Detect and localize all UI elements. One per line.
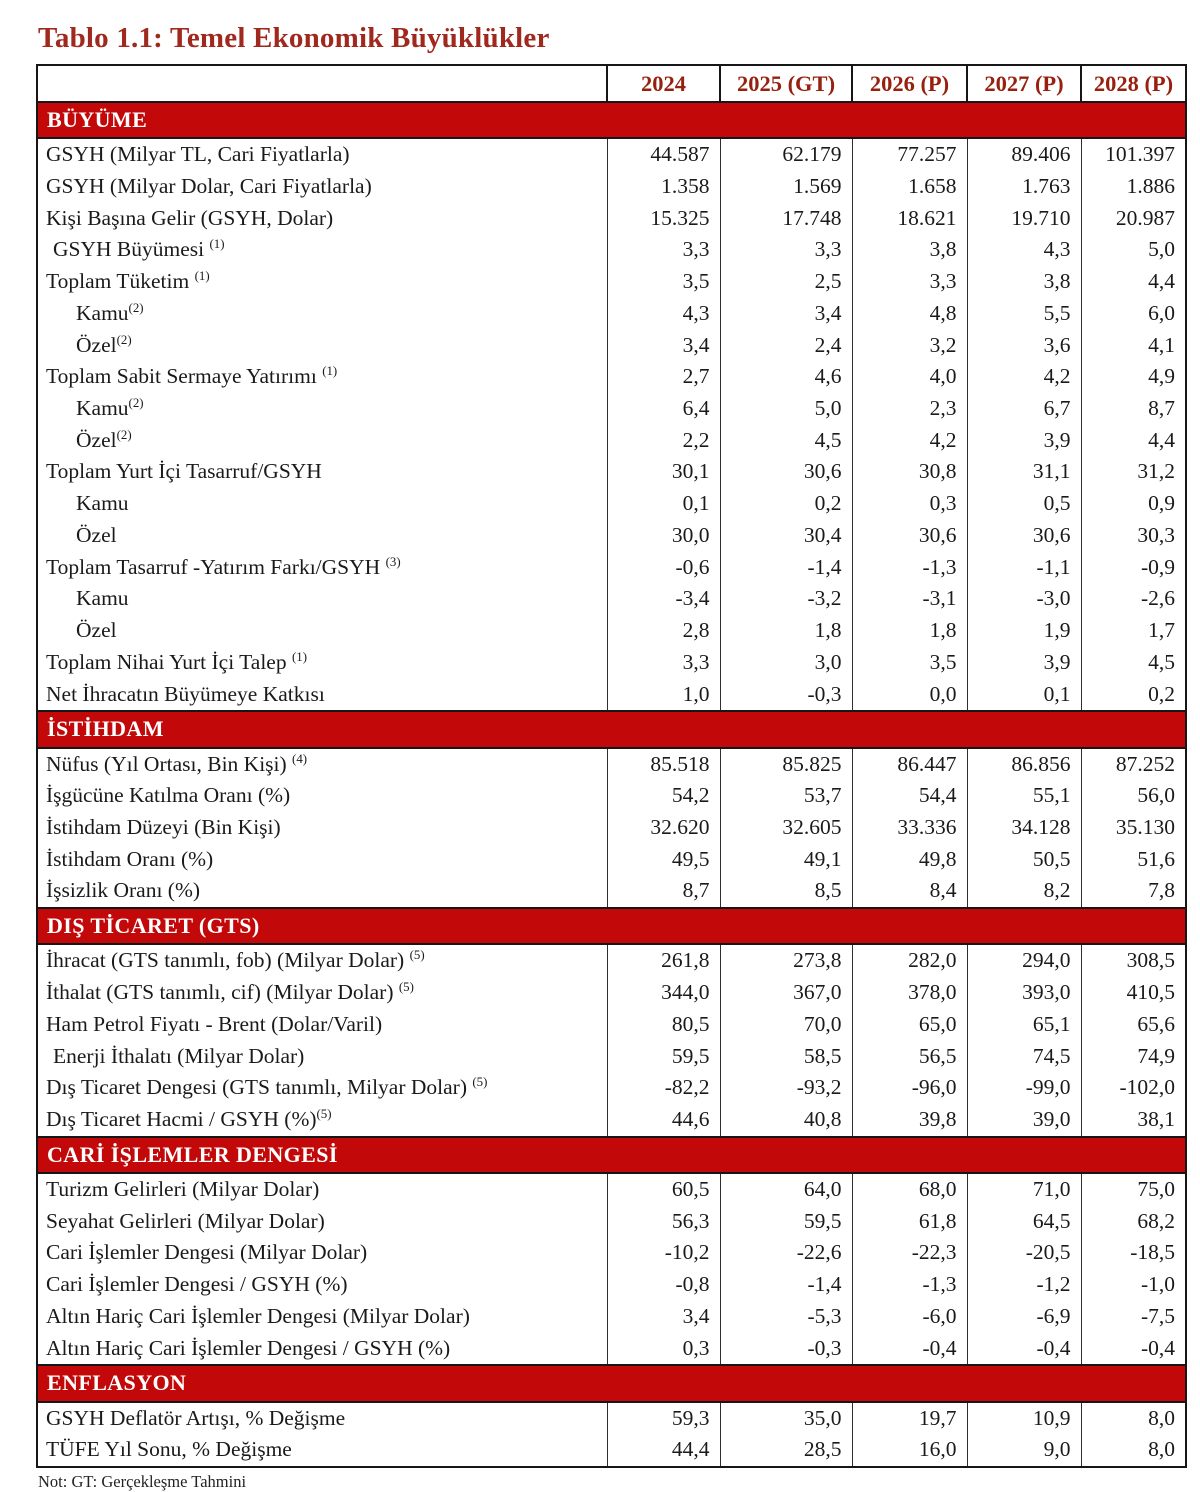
row-label: TÜFE Yıl Sonu, % Değişme xyxy=(46,1437,292,1462)
table-title: Tablo 1.1: Temel Ekonomik Büyüklükler xyxy=(38,22,550,54)
value-cell: -96,0 xyxy=(852,1072,967,1104)
value-cell: 50,5 xyxy=(967,844,1081,876)
value-cell: 308,5 xyxy=(1081,944,1186,977)
row-label: Özel$^{(2)}$ xyxy=(76,427,132,452)
value-cell: 0,1 xyxy=(967,679,1081,712)
value-cell: 344,0 xyxy=(607,977,720,1009)
value-cell: 4,1 xyxy=(1081,330,1186,362)
row-label: GSYH (Milyar TL, Cari Fiyatlarla) xyxy=(46,142,350,167)
value-cell: 59,5 xyxy=(607,1041,720,1073)
row-label: Toplam Tüketim $^{(1)}$ xyxy=(46,269,210,294)
value-cell: 56,3 xyxy=(607,1206,720,1238)
value-cell: 15.325 xyxy=(607,203,720,235)
value-cell: 53,7 xyxy=(720,780,852,812)
value-cell: 2,3 xyxy=(852,393,967,425)
value-cell: 2,4 xyxy=(720,330,852,362)
value-cell: 49,8 xyxy=(852,844,967,876)
table-row xyxy=(37,138,1186,171)
value-cell: 49,1 xyxy=(720,844,852,876)
value-cell: -22,6 xyxy=(720,1237,852,1269)
value-cell: 39,0 xyxy=(967,1104,1081,1137)
value-cell: 3,5 xyxy=(852,647,967,679)
value-cell: 34.128 xyxy=(967,812,1081,844)
value-cell: 59,3 xyxy=(607,1402,720,1435)
value-cell: 0,3 xyxy=(607,1333,720,1366)
section-header: CARİ İŞLEMLER DENGESİ xyxy=(37,1137,1186,1173)
value-cell: -93,2 xyxy=(720,1072,852,1104)
table-row xyxy=(37,780,1186,812)
value-cell: 3,3 xyxy=(607,647,720,679)
value-cell: 261,8 xyxy=(607,944,720,977)
value-cell: 0,1 xyxy=(607,488,720,520)
value-cell: 3,4 xyxy=(607,330,720,362)
value-cell: -99,0 xyxy=(967,1072,1081,1104)
row-label: Özel xyxy=(76,522,117,547)
value-cell: 8,4 xyxy=(852,875,967,908)
row-label: Cari İşlemler Dengesi (Milyar Dolar) xyxy=(46,1240,368,1265)
value-cell: -1,2 xyxy=(967,1269,1081,1301)
value-cell: 273,8 xyxy=(720,944,852,977)
value-cell: 1.569 xyxy=(720,171,852,203)
value-cell: 87.252 xyxy=(1081,748,1186,781)
value-cell: 0,9 xyxy=(1081,488,1186,520)
table-row xyxy=(37,520,1186,552)
table-row xyxy=(37,844,1186,876)
value-cell: 8,7 xyxy=(1081,393,1186,425)
value-cell: 33.336 xyxy=(852,812,967,844)
row-label: Dış Ticaret Hacmi / GSYH (%)$^{(5)}$ xyxy=(46,1106,332,1132)
value-cell: 30,0 xyxy=(607,520,720,552)
table-row xyxy=(37,425,1186,457)
value-cell: 8,0 xyxy=(1081,1402,1186,1435)
value-cell: 40,8 xyxy=(720,1104,852,1137)
value-cell: 17.748 xyxy=(720,203,852,235)
value-cell: 4,0 xyxy=(852,361,967,393)
value-cell: -1,3 xyxy=(852,1269,967,1301)
value-cell: 38,1 xyxy=(1081,1104,1186,1137)
value-cell: 3,9 xyxy=(967,425,1081,457)
value-cell: 4,4 xyxy=(1081,425,1186,457)
table-row xyxy=(37,615,1186,647)
table-row xyxy=(37,393,1186,425)
row-label: Nüfus (Yıl Ortası, Bin Kişi) $^{(4)}$ xyxy=(46,751,308,776)
value-cell: 3,3 xyxy=(720,234,852,266)
value-cell: -0,4 xyxy=(852,1333,967,1366)
value-cell: 44.587 xyxy=(607,138,720,171)
value-cell: -3,2 xyxy=(720,583,852,615)
value-cell: 5,0 xyxy=(1081,234,1186,266)
value-cell: 4,8 xyxy=(852,298,967,330)
value-cell: -10,2 xyxy=(607,1237,720,1269)
value-cell: 1.763 xyxy=(967,171,1081,203)
value-cell: 44,4 xyxy=(607,1434,720,1467)
footnote-marker: (5) xyxy=(316,1106,332,1121)
value-cell: 378,0 xyxy=(852,977,967,1009)
value-cell: -18,5 xyxy=(1081,1237,1186,1269)
row-label: İstihdam Oranı (%) xyxy=(46,846,214,871)
value-cell: 31,2 xyxy=(1081,456,1186,488)
value-cell: 54,4 xyxy=(852,780,967,812)
table-row xyxy=(37,361,1186,393)
row-label: Toplam Tasarruf -Yatırım Farkı/GSYH $^{(3)}$ xyxy=(46,554,401,579)
value-cell: 6,4 xyxy=(607,393,720,425)
value-cell: 30,6 xyxy=(720,456,852,488)
row-label: Kamu xyxy=(76,491,129,516)
row-label: Altın Hariç Cari İşlemler Dengesi (Milyar Dolar) xyxy=(46,1303,470,1328)
value-cell: 30,8 xyxy=(852,456,967,488)
economic-indicators-table xyxy=(36,64,1187,1468)
table-row xyxy=(37,944,1186,977)
value-cell: 28,5 xyxy=(720,1434,852,1467)
row-label: Altın Hariç Cari İşlemler Dengesi / GSYH (%) xyxy=(46,1335,451,1360)
value-cell: 30,3 xyxy=(1081,520,1186,552)
footnote-marker: (2) xyxy=(116,332,132,347)
row-label: Kamu xyxy=(76,586,129,611)
section-header-row xyxy=(37,1365,1186,1401)
table-row xyxy=(37,748,1186,781)
value-cell: 30,6 xyxy=(967,520,1081,552)
empty-corner-cell xyxy=(37,65,607,102)
row-label: Toplam Yurt İçi Tasarruf/GSYH xyxy=(46,459,322,484)
table-row xyxy=(37,330,1186,362)
row-label: Ham Petrol Fiyatı - Brent (Dolar/Varil) xyxy=(46,1011,383,1036)
value-cell: 60,5 xyxy=(607,1173,720,1206)
table-row xyxy=(37,1434,1186,1467)
value-cell: 6,7 xyxy=(967,393,1081,425)
year-header-row xyxy=(37,65,1186,102)
value-cell: 4,5 xyxy=(720,425,852,457)
value-cell: 2,8 xyxy=(607,615,720,647)
value-cell: 0,5 xyxy=(967,488,1081,520)
value-cell: 3,4 xyxy=(720,298,852,330)
value-cell: 10,9 xyxy=(967,1402,1081,1435)
value-cell: 85.825 xyxy=(720,748,852,781)
value-cell: 4,3 xyxy=(967,234,1081,266)
value-cell: 74,5 xyxy=(967,1041,1081,1073)
value-cell: -20,5 xyxy=(967,1237,1081,1269)
value-cell: 19.710 xyxy=(967,203,1081,235)
value-cell: 55,1 xyxy=(967,780,1081,812)
year-column-header: 2026 (P) xyxy=(852,65,967,102)
value-cell: 20.987 xyxy=(1081,203,1186,235)
row-label: GSYH Deflatör Artışı, % Değişme xyxy=(46,1405,346,1430)
value-cell: 56,0 xyxy=(1081,780,1186,812)
value-cell: 65,0 xyxy=(852,1009,967,1041)
value-cell: 32.620 xyxy=(607,812,720,844)
footnote-marker: (4) xyxy=(292,751,308,766)
row-label: Özel xyxy=(76,618,117,643)
table-row xyxy=(37,647,1186,679)
value-cell: 4,4 xyxy=(1081,266,1186,298)
section-header: İSTİHDAM xyxy=(37,711,1186,747)
value-cell: -22,3 xyxy=(852,1237,967,1269)
row-label: GSYH Büyümesi $^{(1)}$ xyxy=(53,237,225,262)
value-cell: -0,9 xyxy=(1081,552,1186,584)
value-cell: 30,1 xyxy=(607,456,720,488)
value-cell: -0,6 xyxy=(607,552,720,584)
value-cell: 2,7 xyxy=(607,361,720,393)
value-cell: 30,6 xyxy=(852,520,967,552)
table-row xyxy=(37,977,1186,1009)
value-cell: 4,6 xyxy=(720,361,852,393)
table-body xyxy=(37,102,1186,1467)
value-cell: 44,6 xyxy=(607,1104,720,1137)
year-column-header: 2027 (P) xyxy=(967,65,1081,102)
value-cell: 35,0 xyxy=(720,1402,852,1435)
row-label: İşsizlik Oranı (%) xyxy=(46,878,201,903)
year-column-header: 2024 xyxy=(607,65,720,102)
footnote-marker: (5) xyxy=(398,979,414,994)
table-row xyxy=(37,203,1186,235)
value-cell: 65,1 xyxy=(967,1009,1081,1041)
value-cell: 8,5 xyxy=(720,875,852,908)
value-cell: 8,2 xyxy=(967,875,1081,908)
value-cell: 35.130 xyxy=(1081,812,1186,844)
table-row xyxy=(37,812,1186,844)
table-row xyxy=(37,1173,1186,1206)
value-cell: 32.605 xyxy=(720,812,852,844)
value-cell: 71,0 xyxy=(967,1173,1081,1206)
value-cell: -1,0 xyxy=(1081,1269,1186,1301)
value-cell: -82,2 xyxy=(607,1072,720,1104)
row-label: Toplam Nihai Yurt İçi Talep $^{(1)}$ xyxy=(46,649,308,674)
value-cell: 294,0 xyxy=(967,944,1081,977)
value-cell: 89.406 xyxy=(967,138,1081,171)
section-header: BÜYÜME xyxy=(37,102,1186,138)
value-cell: 282,0 xyxy=(852,944,967,977)
value-cell: 4,2 xyxy=(852,425,967,457)
value-cell: -0,4 xyxy=(1081,1333,1186,1366)
value-cell: 68,0 xyxy=(852,1173,967,1206)
table-row xyxy=(37,266,1186,298)
row-label: Toplam Sabit Sermaye Yatırımı $^{(1)}$ xyxy=(46,364,338,389)
value-cell: 1,9 xyxy=(967,615,1081,647)
table-row xyxy=(37,1237,1186,1269)
table-row xyxy=(37,552,1186,584)
table-row xyxy=(37,456,1186,488)
row-label: İstihdam Düzeyi (Bin Kişi) xyxy=(46,814,281,839)
value-cell: 3,5 xyxy=(607,266,720,298)
value-cell: 3,2 xyxy=(852,330,967,362)
value-cell: 8,7 xyxy=(607,875,720,908)
footnote-marker: (5) xyxy=(472,1075,488,1090)
row-label: Turizm Gelirleri (Milyar Dolar) xyxy=(46,1177,320,1202)
value-cell: 80,5 xyxy=(607,1009,720,1041)
value-cell: -6,9 xyxy=(967,1301,1081,1333)
table-row xyxy=(37,875,1186,908)
value-cell: 0,0 xyxy=(852,679,967,712)
footnote-marker: (2) xyxy=(116,427,132,442)
value-cell: 19,7 xyxy=(852,1402,967,1435)
value-cell: 8,0 xyxy=(1081,1434,1186,1467)
value-cell: 18.621 xyxy=(852,203,967,235)
table-row xyxy=(37,298,1186,330)
value-cell: 68,2 xyxy=(1081,1206,1186,1238)
row-label: İşgücüne Katılma Oranı (%) xyxy=(46,783,291,808)
value-cell: 4,5 xyxy=(1081,647,1186,679)
value-cell: 59,5 xyxy=(720,1206,852,1238)
section-header: ENFLASYON xyxy=(37,1365,1186,1401)
value-cell: 49,5 xyxy=(607,844,720,876)
table-row xyxy=(37,488,1186,520)
value-cell: 86.856 xyxy=(967,748,1081,781)
value-cell: -3,4 xyxy=(607,583,720,615)
section-header-row xyxy=(37,711,1186,747)
value-cell: 56,5 xyxy=(852,1041,967,1073)
value-cell: -1,1 xyxy=(967,552,1081,584)
value-cell: 0,2 xyxy=(1081,679,1186,712)
value-cell: 0,3 xyxy=(852,488,967,520)
value-cell: 410,5 xyxy=(1081,977,1186,1009)
value-cell: -3,1 xyxy=(852,583,967,615)
value-cell: -2,6 xyxy=(1081,583,1186,615)
row-label: Kamu$^{(2)}$ xyxy=(76,395,144,421)
value-cell: 5,5 xyxy=(967,298,1081,330)
table-row xyxy=(37,1333,1186,1366)
value-cell: 16,0 xyxy=(852,1434,967,1467)
value-cell: 75,0 xyxy=(1081,1173,1186,1206)
value-cell: 7,8 xyxy=(1081,875,1186,908)
row-label: Dış Ticaret Dengesi (GTS tanımlı, Milyar Dolar) $^{(5)}$ xyxy=(46,1075,488,1100)
value-cell: 77.257 xyxy=(852,138,967,171)
value-cell: -0,3 xyxy=(720,679,852,712)
row-label: Net İhracatın Büyümeye Katkısı xyxy=(46,681,325,706)
table-row xyxy=(37,583,1186,615)
value-cell: -6,0 xyxy=(852,1301,967,1333)
table-row xyxy=(37,1072,1186,1104)
value-cell: 86.447 xyxy=(852,748,967,781)
table-row xyxy=(37,1402,1186,1435)
row-label: Özel$^{(2)}$ xyxy=(76,332,132,357)
table-row xyxy=(37,1206,1186,1238)
value-cell: 393,0 xyxy=(967,977,1081,1009)
section-header-row xyxy=(37,102,1186,138)
value-cell: -0,4 xyxy=(967,1333,1081,1366)
value-cell: -5,3 xyxy=(720,1301,852,1333)
value-cell: 39,8 xyxy=(852,1104,967,1137)
table-row xyxy=(37,171,1186,203)
row-label: Cari İşlemler Dengesi / GSYH (%) xyxy=(46,1272,348,1297)
table-row xyxy=(37,1104,1186,1137)
value-cell: 2,2 xyxy=(607,425,720,457)
value-cell: 1.358 xyxy=(607,171,720,203)
value-cell: 3,3 xyxy=(607,234,720,266)
value-cell: 58,5 xyxy=(720,1041,852,1073)
value-cell: 65,6 xyxy=(1081,1009,1186,1041)
value-cell: 9,0 xyxy=(967,1434,1081,1467)
table-row xyxy=(37,679,1186,712)
row-label: Kişi Başına Gelir (GSYH, Dolar) xyxy=(46,205,334,230)
value-cell: 4,2 xyxy=(967,361,1081,393)
value-cell: 1,7 xyxy=(1081,615,1186,647)
value-cell: 30,4 xyxy=(720,520,852,552)
section-header-row xyxy=(37,1137,1186,1173)
value-cell: 61,8 xyxy=(852,1206,967,1238)
value-cell: 31,1 xyxy=(967,456,1081,488)
value-cell: 1,0 xyxy=(607,679,720,712)
value-cell: 62.179 xyxy=(720,138,852,171)
row-label: Enerji İthalatı (Milyar Dolar) xyxy=(53,1043,305,1068)
footnote-marker: (1) xyxy=(209,237,225,252)
table-row xyxy=(37,1269,1186,1301)
value-cell: 367,0 xyxy=(720,977,852,1009)
value-cell: 64,0 xyxy=(720,1173,852,1206)
value-cell: 3,6 xyxy=(967,330,1081,362)
value-cell: -0,8 xyxy=(607,1269,720,1301)
value-cell: 0,2 xyxy=(720,488,852,520)
value-cell: -1,3 xyxy=(852,552,967,584)
value-cell: -102,0 xyxy=(1081,1072,1186,1104)
table-row xyxy=(37,1041,1186,1073)
value-cell: 1,8 xyxy=(720,615,852,647)
value-cell: 4,9 xyxy=(1081,361,1186,393)
value-cell: 2,5 xyxy=(720,266,852,298)
value-cell: 85.518 xyxy=(607,748,720,781)
value-cell: 3,0 xyxy=(720,647,852,679)
footnote-marker: (2) xyxy=(128,395,144,410)
year-column-header: 2028 (P) xyxy=(1081,65,1186,102)
value-cell: -7,5 xyxy=(1081,1301,1186,1333)
footnote-marker: (1) xyxy=(194,269,210,284)
value-cell: 4,3 xyxy=(607,298,720,330)
value-cell: -1,4 xyxy=(720,1269,852,1301)
row-label: İhracat (GTS tanımlı, fob) (Milyar Dolar) $^{(5)}$ xyxy=(46,948,425,973)
year-column-header: 2025 (GT) xyxy=(720,65,852,102)
value-cell: 3,4 xyxy=(607,1301,720,1333)
value-cell: 51,6 xyxy=(1081,844,1186,876)
value-cell: 3,3 xyxy=(852,266,967,298)
footnote-marker: (3) xyxy=(385,554,401,569)
value-cell: 1.658 xyxy=(852,171,967,203)
value-cell: 1,8 xyxy=(852,615,967,647)
value-cell: 1.886 xyxy=(1081,171,1186,203)
footnote-marker: (1) xyxy=(322,364,338,379)
value-cell: -0,3 xyxy=(720,1333,852,1366)
table-row xyxy=(37,234,1186,266)
value-cell: 3,8 xyxy=(852,234,967,266)
section-header: DIŞ TİCARET (GTS) xyxy=(37,908,1186,944)
row-label: İthalat (GTS tanımlı, cif) (Milyar Dolar) $^{(5)}$ xyxy=(46,979,414,1005)
value-cell: 70,0 xyxy=(720,1009,852,1041)
value-cell: 101.397 xyxy=(1081,138,1186,171)
footnote-marker: (5) xyxy=(409,948,425,963)
table-row xyxy=(37,1301,1186,1333)
row-label: Seyahat Gelirleri (Milyar Dolar) xyxy=(46,1208,325,1233)
table-footnote: Not: GT: Gerçekleşme Tahmini xyxy=(38,1472,247,1492)
value-cell: -3,0 xyxy=(967,583,1081,615)
value-cell: 74,9 xyxy=(1081,1041,1186,1073)
value-cell: -1,4 xyxy=(720,552,852,584)
row-label: Kamu$^{(2)}$ xyxy=(76,300,144,325)
value-cell: 3,9 xyxy=(967,647,1081,679)
footnote-marker: (1) xyxy=(291,649,308,664)
table-header xyxy=(37,65,1186,102)
value-cell: 64,5 xyxy=(967,1206,1081,1238)
row-label: GSYH (Milyar Dolar, Cari Fiyatlarla) xyxy=(46,174,372,199)
value-cell: 3,8 xyxy=(967,266,1081,298)
value-cell: 54,2 xyxy=(607,780,720,812)
table-row xyxy=(37,1009,1186,1041)
value-cell: 6,0 xyxy=(1081,298,1186,330)
footnote-marker: (2) xyxy=(128,300,144,315)
value-cell: 5,0 xyxy=(720,393,852,425)
section-header-row xyxy=(37,908,1186,944)
